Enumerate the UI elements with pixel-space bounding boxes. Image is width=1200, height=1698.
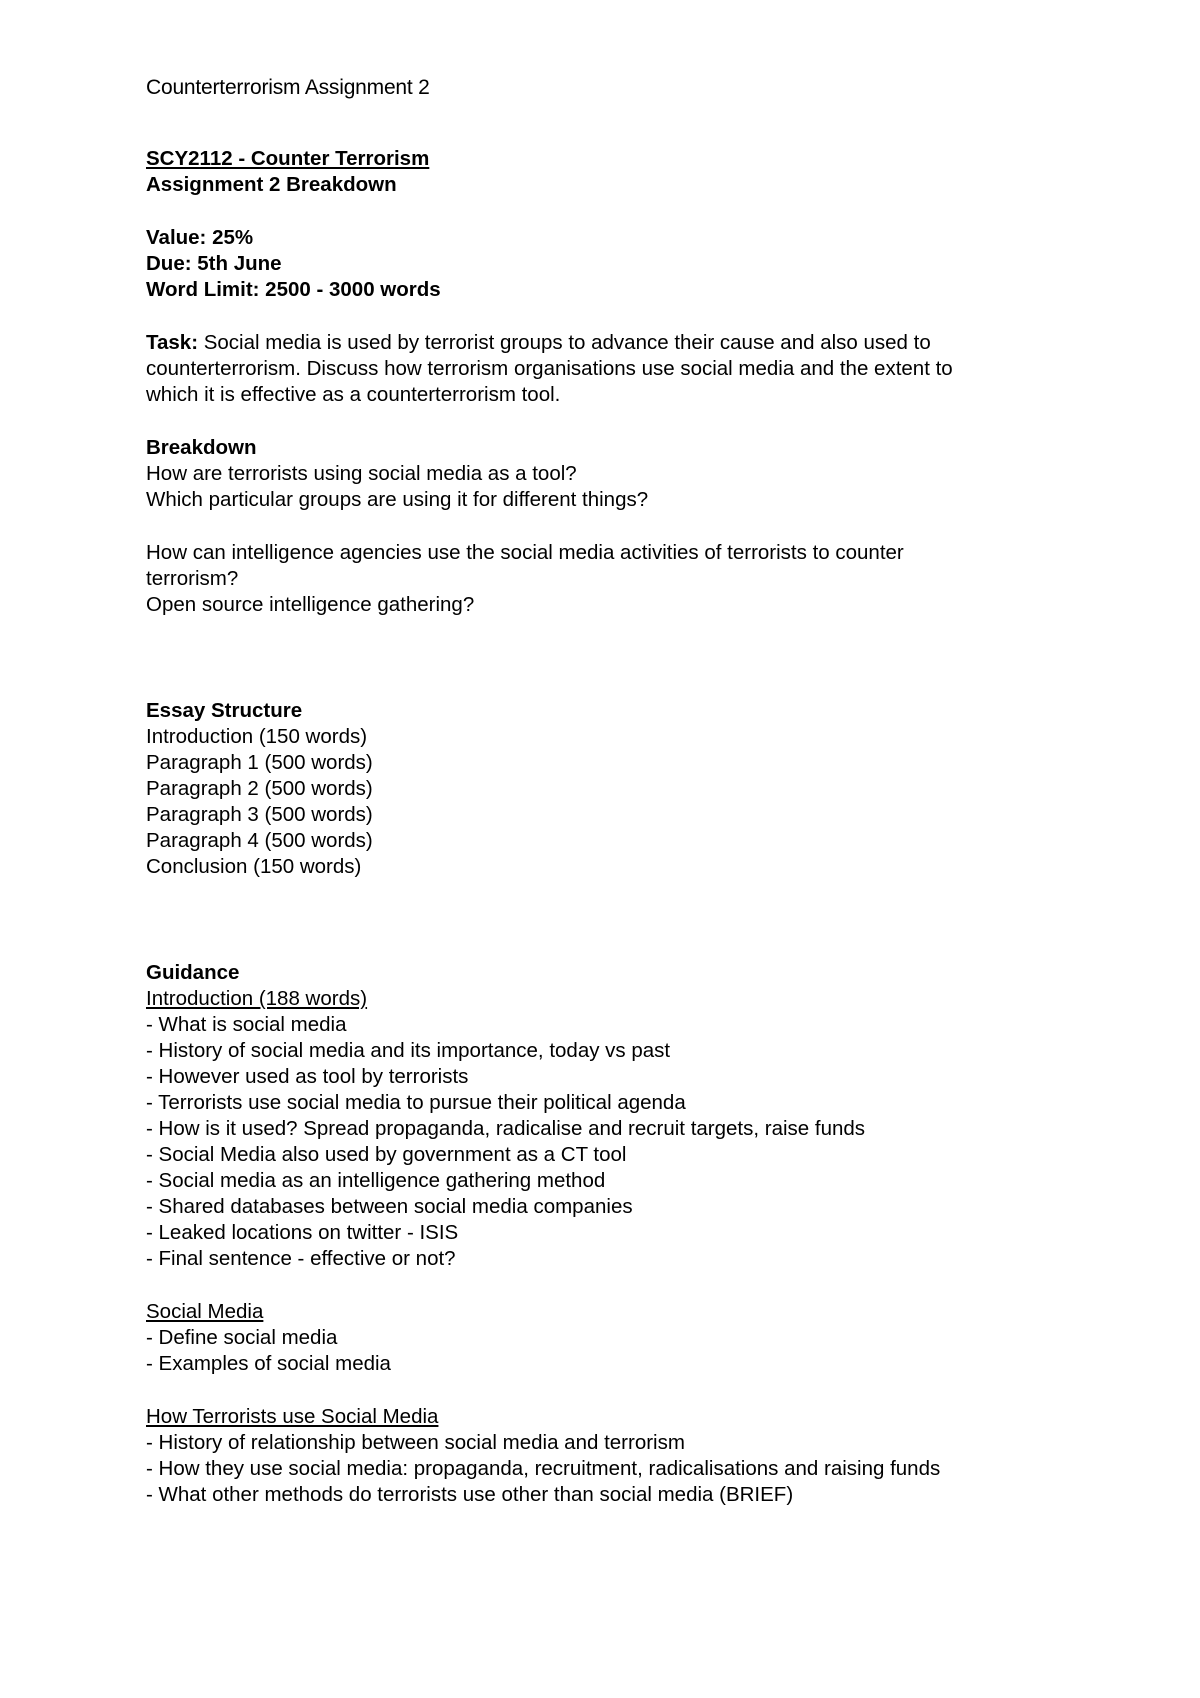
task-line-3: which it is effective as a counterterrorism tool.	[146, 383, 561, 406]
course-title: SCY2112 - Counter Terrorism	[146, 147, 430, 170]
social-media-subheading: Social Media	[146, 1300, 264, 1323]
introduction-item: - Social Media also used by government as a CT tool	[146, 1143, 627, 1166]
essay-structure-item: Paragraph 2 (500 words)	[146, 777, 373, 800]
breakdown-line-5: Open source intelligence gathering?	[146, 593, 475, 616]
due-line: Due: 5th June	[146, 252, 282, 275]
introduction-subheading: Introduction (188 words)	[146, 987, 368, 1010]
social-media-item: - Examples of social media	[146, 1352, 391, 1375]
essay-structure-heading: Essay Structure	[146, 699, 303, 722]
introduction-item: - Terrorists use social media to pursue their political agenda	[146, 1091, 686, 1114]
assignment-subtitle: Assignment 2 Breakdown	[146, 173, 397, 196]
terrorists-item: - History of relationship between social media and terrorism	[146, 1431, 685, 1454]
introduction-item: - Shared databases between social media companies	[146, 1195, 633, 1218]
breakdown-line-4: terrorism?	[146, 567, 239, 590]
page-header: Counterterrorism Assignment 2	[146, 76, 430, 99]
task-line-1	[146, 330, 931, 356]
introduction-item: - Leaked locations on twitter - ISIS	[146, 1221, 459, 1244]
introduction-item: - What is social media	[146, 1013, 347, 1036]
essay-structure-item: Paragraph 3 (500 words)	[146, 803, 373, 826]
value-line: Value: 25%	[146, 226, 254, 249]
essay-structure-item: Introduction (150 words)	[146, 725, 368, 748]
introduction-item: - How is it used? Spread propaganda, radicalise and recruit targets, raise funds	[146, 1117, 866, 1140]
breakdown-line-2: Which particular groups are using it for different things?	[146, 488, 649, 511]
task-text-1: Social media is used by terrorist groups to advance their cause and also used to	[198, 331, 931, 354]
task-line-2: counterterrorism. Discuss how terrorism organisations use social media and the extent to	[146, 357, 953, 380]
breakdown-line-3: How can intelligence agencies use the social media activities of terrorists to counter	[146, 541, 904, 564]
breakdown-heading: Breakdown	[146, 436, 257, 459]
terrorists-item: - How they use social media: propaganda, recruitment, radicalisations and raising funds	[146, 1457, 941, 1480]
task-label: Task:	[146, 331, 199, 354]
introduction-item: - History of social media and its importance, today vs past	[146, 1039, 671, 1062]
word-limit-line: Word Limit: 2500 - 3000 words	[146, 278, 441, 301]
introduction-item: - However used as tool by terrorists	[146, 1065, 469, 1088]
breakdown-line-1: How are terrorists using social media as a tool?	[146, 462, 577, 485]
terrorists-subheading: How Terrorists use Social Media	[146, 1405, 439, 1428]
essay-structure-item: Paragraph 4 (500 words)	[146, 829, 373, 852]
introduction-item: - Social media as an intelligence gathering method	[146, 1169, 606, 1192]
guidance-heading: Guidance	[146, 961, 240, 984]
social-media-item: - Define social media	[146, 1326, 338, 1349]
essay-structure-item: Paragraph 1 (500 words)	[146, 751, 373, 774]
terrorists-item: - What other methods do terrorists use other than social media (BRIEF)	[146, 1483, 794, 1506]
introduction-item: - Final sentence - effective or not?	[146, 1247, 456, 1270]
essay-structure-item: Conclusion (150 words)	[146, 855, 362, 878]
